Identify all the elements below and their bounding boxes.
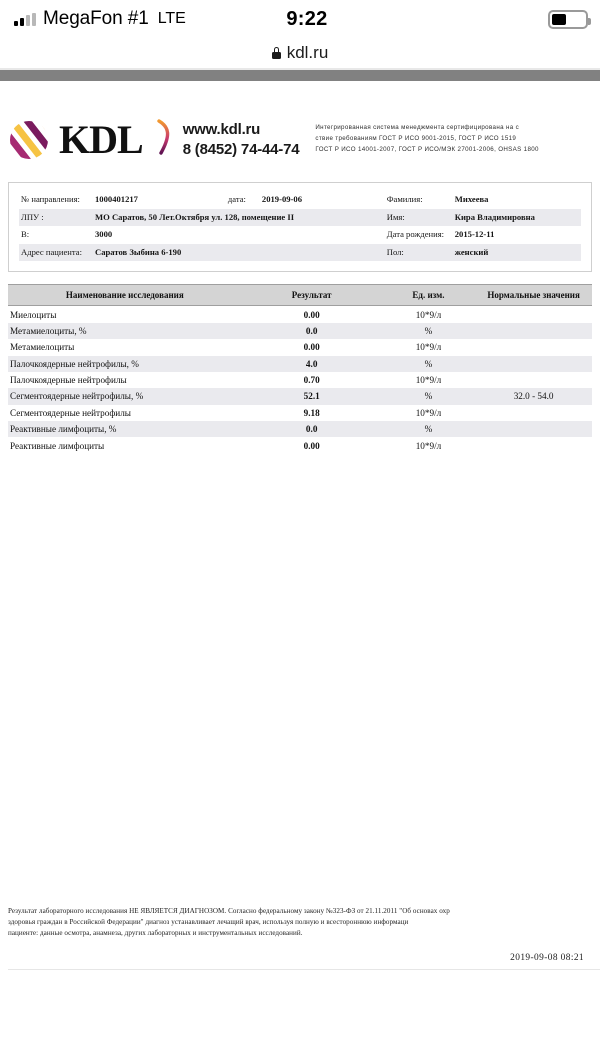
sex-label: Пол: — [386, 246, 404, 257]
results-table-body — [8, 306, 592, 454]
table-row — [8, 388, 592, 404]
patient-info-table — [19, 191, 581, 261]
result-value: 4.0 — [305, 358, 318, 369]
birth-label: Дата рождения: — [386, 229, 445, 240]
results-table — [8, 284, 592, 453]
browser-gray-band — [0, 70, 600, 81]
result-name: Палочкоядерные нейтрофилы, % — [10, 358, 139, 369]
result-unit: 10*9/л — [415, 375, 442, 386]
report-header — [0, 81, 600, 182]
sex-value: женский — [454, 246, 489, 257]
battery-icon — [548, 10, 588, 29]
date-label: дата: — [227, 194, 246, 204]
b-value: 3000 — [95, 229, 113, 240]
date-value: 2019-09-06 — [261, 194, 303, 204]
result-name: Сегментоядерные нейтрофилы, % — [10, 391, 144, 402]
result-name: Сегментоядерные нейтрофилы — [10, 407, 131, 418]
browser-url-bar[interactable] — [0, 38, 600, 68]
document-blank-area — [0, 454, 600, 902]
brand-phone: 8 (8452) 74-44-74 — [182, 140, 300, 158]
certification-line-2: ствие требованиям ГОСТ Р ИСО 9001-2015, ГОСТ Р ИСО 1519 — [315, 135, 517, 143]
brand-website: www.kdl.ru — [182, 121, 261, 139]
result-name: Метамиелоциты, % — [10, 325, 87, 336]
result-reference — [475, 339, 592, 355]
table-row — [8, 421, 592, 437]
patient-info-box — [8, 182, 592, 272]
result-unit: % — [424, 424, 433, 435]
result-name: Метамиелоциты — [10, 342, 75, 353]
result-reference — [475, 437, 592, 453]
document-bottom-fill — [0, 970, 600, 1000]
status-bar — [0, 0, 600, 38]
result-name: Миелоциты — [10, 309, 57, 320]
result-name: Палочкоядерные нейтрофилы — [10, 375, 127, 386]
url-label: kdl.ru — [286, 43, 329, 62]
result-value: 0.00 — [303, 309, 320, 320]
results-header-row — [8, 285, 592, 306]
column-header-unit: Ед. изм. — [382, 285, 475, 306]
b-label: В: — [21, 229, 30, 240]
column-header-name: Наименование исследования — [8, 285, 242, 306]
disclaimer-line-2: здоровья граждан в Российской Федерации" диагноз устанавливает лечащий врач, используя полную и всестороннюю информаци — [8, 918, 409, 927]
table-row — [8, 306, 592, 323]
result-reference: 32.0 - 54.0 — [513, 391, 554, 402]
result-unit: % — [424, 325, 433, 336]
table-row — [19, 244, 581, 262]
result-name: Реактивные лимфоциты — [10, 440, 105, 451]
report-footer — [8, 902, 592, 970]
surname-value: Михеева — [454, 194, 489, 204]
result-unit: 10*9/л — [415, 342, 442, 353]
result-unit: % — [424, 391, 433, 402]
referral-value: 1000401217 — [95, 194, 138, 204]
disclaimer-line-1: Результат лабораторного исследования НЕ ЯВЛЯЕТСЯ ДИАГНОЗОМ. Согласно федеральному закону №323-ФЗ от 21.11.2011 "Об основах охр — [8, 906, 450, 915]
result-value: 9.18 — [303, 407, 320, 418]
certification-line-3: ГОСТ Р ИСО 14001-2007, ГОСТ Р ИСО/МЭК 27001-2006, OHSAS 1800 — [315, 145, 539, 153]
chevron-swoosh-icon — [156, 119, 173, 160]
table-row — [19, 191, 581, 209]
birth-value: 2015-12-11 — [454, 229, 495, 240]
table-row — [8, 339, 592, 355]
result-value: 0.0 — [305, 424, 318, 435]
kdl-logo-icon — [8, 120, 52, 160]
result-unit: 10*9/л — [415, 407, 442, 418]
disclaimer-line-3: пациенте: данные осмотра, анамнеза, других лабораторных и инструментальных исследований. — [8, 929, 303, 938]
certification-line-1: Интегрированная система менеджмента сертифицирована на с — [315, 124, 520, 132]
lab-report-document — [0, 81, 600, 1000]
lpu-value: МО Саратов, 50 Лет.Октября ул. 128, помещение II — [95, 211, 295, 222]
result-unit: 10*9/л — [415, 440, 442, 451]
referral-label: № направления: — [21, 194, 80, 204]
certification-text — [315, 123, 600, 156]
table-row — [8, 437, 592, 453]
name-value: Кира Владимировна — [454, 211, 535, 222]
table-row — [19, 226, 581, 244]
column-header-result: Результат — [242, 285, 382, 306]
result-name: Реактивные лимфоциты, % — [10, 424, 117, 435]
result-value: 0.70 — [303, 375, 320, 386]
result-reference — [475, 306, 592, 323]
result-reference — [475, 323, 592, 339]
brand-contact — [183, 120, 300, 158]
carrier-label: MegaFon #1 — [43, 8, 149, 29]
result-reference — [475, 356, 592, 372]
result-value: 0.00 — [303, 342, 320, 353]
column-header-reference: Нормальные значения — [475, 285, 592, 306]
table-row — [8, 323, 592, 339]
report-timestamp: 2019-09-08 08:21 — [510, 952, 584, 963]
results-section — [8, 284, 592, 453]
lpu-label: ЛПУ : — [21, 211, 44, 222]
result-unit: % — [424, 358, 433, 369]
surname-label: Фамилия: — [386, 194, 423, 204]
status-bar-right — [548, 10, 588, 29]
result-value: 0.00 — [303, 440, 320, 451]
table-row — [8, 356, 592, 372]
network-mode-label: LTE — [157, 10, 186, 27]
name-label: Имя: — [386, 211, 405, 222]
table-row — [8, 405, 592, 421]
result-reference — [475, 372, 592, 388]
result-value: 52.1 — [303, 391, 320, 402]
clock-label: 9:22 — [286, 7, 328, 30]
result-reference — [475, 421, 592, 437]
address-value: Саратов Зыбина 6-190 — [95, 246, 182, 257]
table-row — [19, 209, 581, 227]
lock-icon — [272, 47, 281, 59]
table-row — [8, 372, 592, 388]
kdl-wordmark: KDL — [59, 116, 143, 162]
result-value: 0.0 — [305, 325, 318, 336]
address-label: Адрес пациента: — [21, 246, 82, 257]
result-reference — [475, 405, 592, 421]
result-unit: 10*9/л — [415, 309, 442, 320]
